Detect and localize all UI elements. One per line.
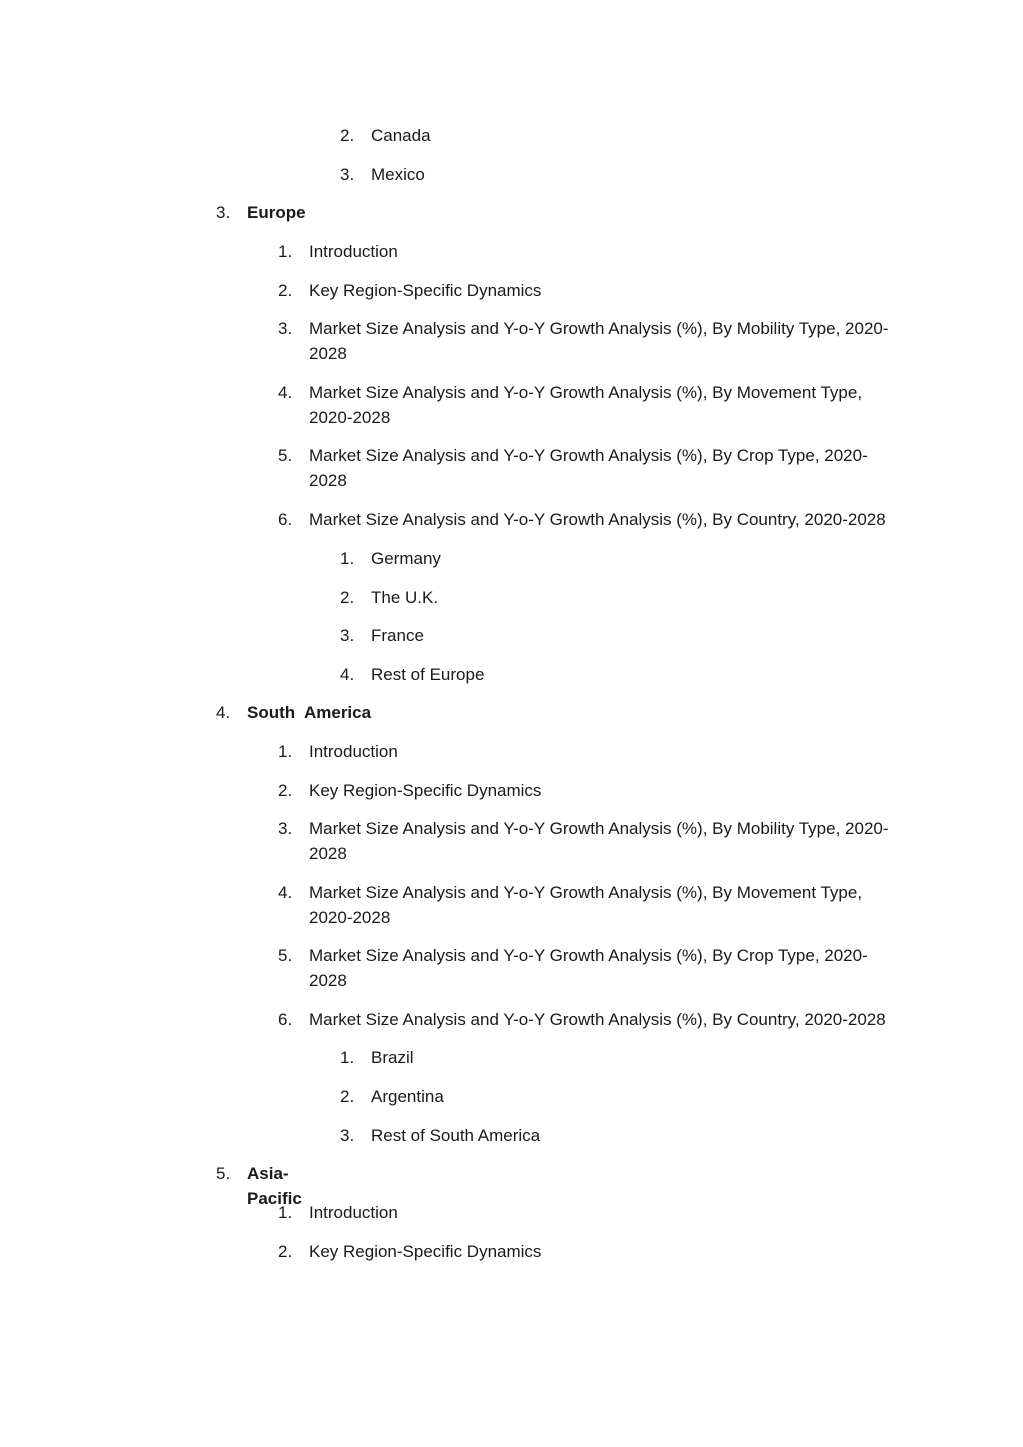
- list-text: Introduction: [309, 242, 398, 261]
- list-text: Introduction: [309, 1203, 398, 1222]
- list-text: Argentina: [371, 1087, 444, 1106]
- list-number: 2.: [278, 281, 293, 300]
- list-text: Market Size Analysis and Y-o-Y Growth Analysis (%), By Mobility Type, 2020-2028: [309, 819, 889, 863]
- list-text: Market Size Analysis and Y-o-Y Growth Analysis (%), By Country, 2020-2028: [309, 1010, 886, 1029]
- list-text: Mexico: [371, 165, 425, 184]
- list-text: Brazil: [371, 1048, 414, 1067]
- section-title: Europe: [247, 203, 306, 222]
- list-number: 6.: [278, 1010, 293, 1029]
- list-number: 3.: [216, 203, 231, 222]
- list-text: Market Size Analysis and Y-o-Y Growth Analysis (%), By Movement Type, 2020-2028: [309, 383, 863, 427]
- list-text: The U.K.: [371, 588, 439, 607]
- list-text: Market Size Analysis and Y-o-Y Growth Analysis (%), By Mobility Type, 2020-2028: [309, 319, 889, 363]
- list-number: 3.: [340, 1126, 355, 1145]
- list-number: 5.: [278, 946, 293, 965]
- list-text: Key Region-Specific Dynamics: [309, 781, 542, 800]
- list-number: 5.: [216, 1164, 231, 1183]
- list-text: Market Size Analysis and Y-o-Y Growth Analysis (%), By Crop Type, 2020-2028: [309, 446, 868, 490]
- list-number: 1.: [278, 742, 293, 761]
- list-number: 3.: [278, 819, 293, 838]
- list-number: 4.: [340, 665, 355, 684]
- list-number: 4.: [216, 703, 231, 722]
- list-number: 3.: [340, 626, 355, 645]
- list-number: 1.: [278, 1203, 293, 1222]
- list-text: Introduction: [309, 742, 398, 761]
- list-text: Market Size Analysis and Y-o-Y Growth Analysis (%), By Country, 2020-2028: [309, 510, 886, 529]
- list-text: Market Size Analysis and Y-o-Y Growth Analysis (%), By Movement Type, 2020-2028: [309, 883, 863, 927]
- list-number: 1.: [340, 1048, 355, 1067]
- list-text: Key Region-Specific Dynamics: [309, 1242, 542, 1261]
- section-title: Asia-Pacific: [247, 1164, 302, 1208]
- list-number: 2.: [278, 781, 293, 800]
- list-number: 2.: [340, 126, 355, 145]
- list-text: Key Region-Specific Dynamics: [309, 281, 542, 300]
- list-text: Market Size Analysis and Y-o-Y Growth Analysis (%), By Crop Type, 2020-2028: [309, 946, 868, 990]
- list-text: France: [371, 626, 424, 645]
- list-number: 2.: [340, 1087, 355, 1106]
- list-number: 6.: [278, 510, 293, 529]
- list-text: Canada: [371, 126, 431, 145]
- section-title: South America: [247, 703, 372, 722]
- list-number: 1.: [278, 242, 293, 261]
- list-number: 4.: [278, 383, 293, 402]
- list-number: 4.: [278, 883, 293, 902]
- list-number: 2.: [278, 1242, 293, 1261]
- list-number: 3.: [278, 319, 293, 338]
- list-text: Germany: [371, 549, 441, 568]
- list-text: Rest of Europe: [371, 665, 485, 684]
- list-text: Rest of South America: [371, 1126, 541, 1145]
- list-number: 5.: [278, 446, 293, 465]
- list-number: 3.: [340, 165, 355, 184]
- list-number: 1.: [340, 549, 355, 568]
- list-number: 2.: [340, 588, 355, 607]
